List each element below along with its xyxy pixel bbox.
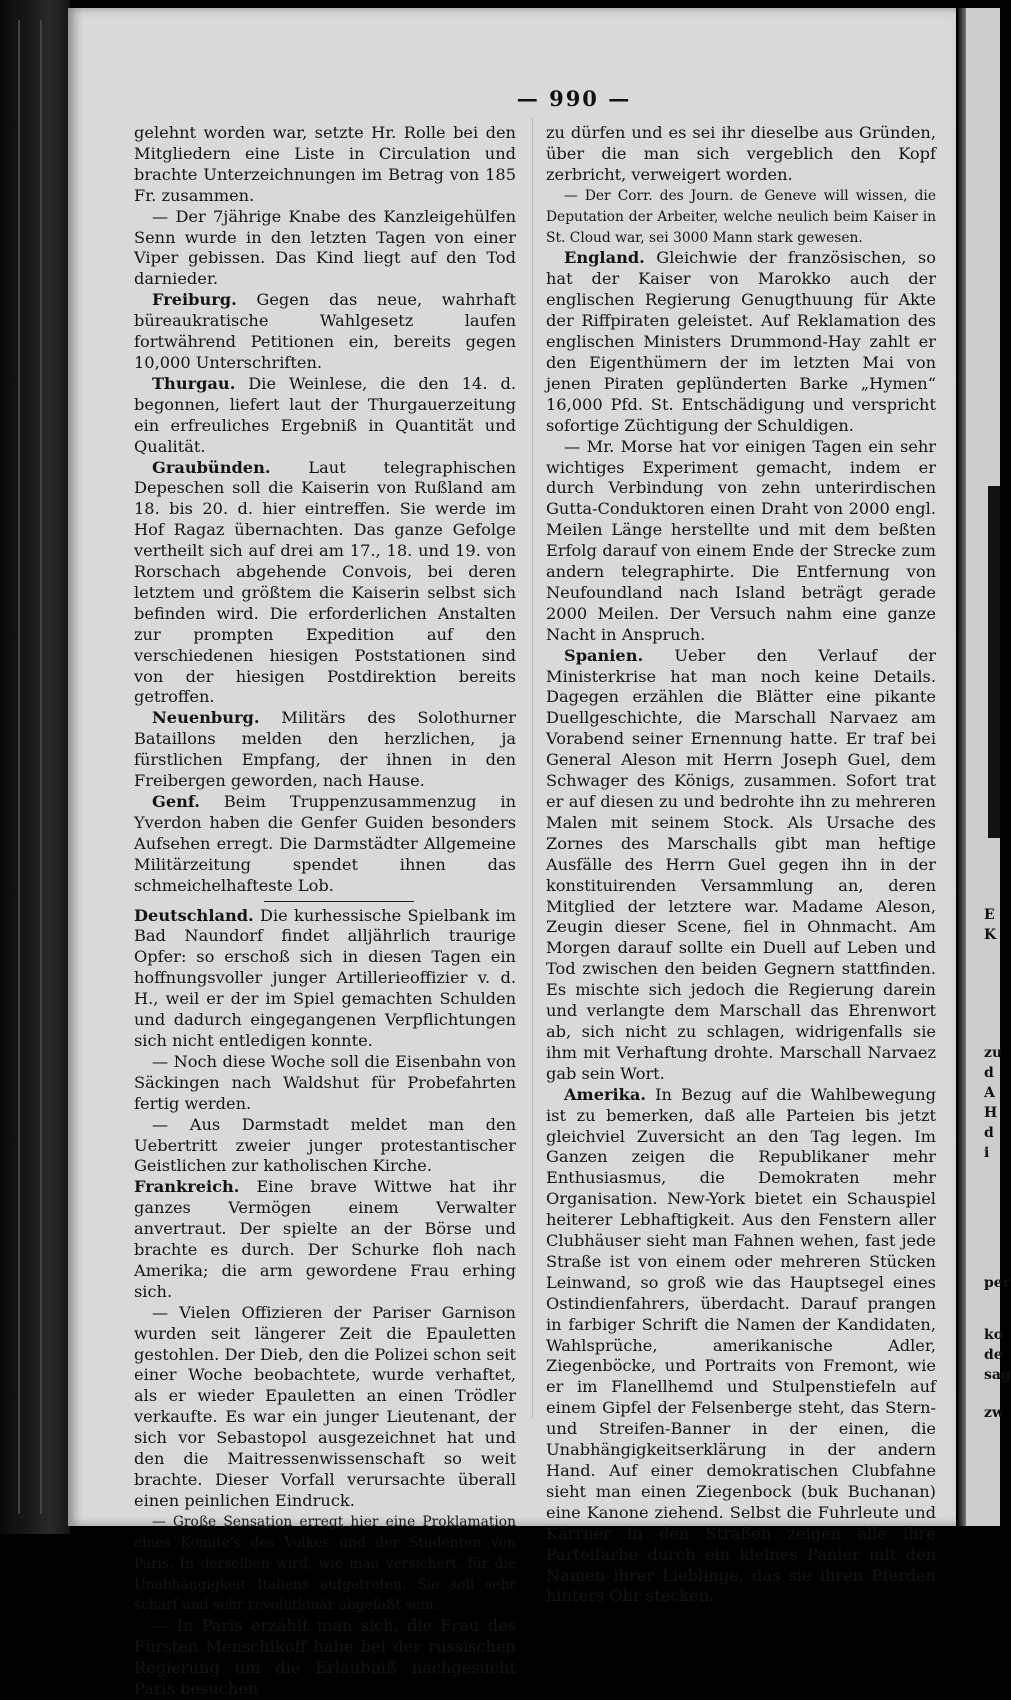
- adjacent-page-fragment: H: [984, 1105, 998, 1121]
- paragraph-text: In Bezug auf die Wahlbewegung ist zu bemerken, daß alle Parteien bis jetzt gleichviel Zuversicht an den Tag legen. Im Ganzen zeigen die Republikaner mehr Enthusiasmus, die Demokraten mehr Organisation. New-York bietet ein Schauspiel heiterer Lebhaftigkeit. Aus den Fenstern aller Clubhäuser sieht man Fahnen wehen, fast jede Straße ist von einem oder mehreren Stücken Leinwand, so groß wie das Hauptsegel eines Ostindienfahrers, überdacht. Darauf prangen in farbiger Schrift die Namen der Kandidaten, Wahlsprüche, amerikanische Adler, Ziegenböcke, und Portraits von Fremont, wie er im Flanellhemd und Stulpenstiefeln auf einem Gipfel der Felsenberge steht, das Stern- und Streifen-Banner in der einen, die Unabhängigkeitserklärung in der andern Hand. Auf einer demokratischen Clubfahne sieht man einen Ziegenbock (buk Buchanan) eine Kanone ziehend. Selbst die Fuhrleute und Kärrner in den Straßen zeigen alle ihre Parteifarbe durch ein kleines Panier mit den Namen ihrer Lieblinge, das sie ihren Pferden hinters Ohr stecken.: [546, 1084, 936, 1606]
- section-heading: Spanien.: [564, 645, 644, 665]
- left-column: [134, 123, 516, 1700]
- article-paragraph: [546, 123, 936, 186]
- adjacent-page-fragment: de: [984, 1347, 1003, 1363]
- section-heading: England.: [564, 248, 645, 268]
- adjacent-page-fragment: d: [984, 1125, 994, 1141]
- article-paragraph: [546, 186, 936, 249]
- section-heading: Freiburg.: [152, 290, 237, 310]
- book-edge-left: [0, 0, 70, 1534]
- adjacent-page-fragment: zw: [984, 1405, 1005, 1421]
- adjacent-page-fragment: A: [984, 1085, 995, 1101]
- paragraph-text: — Mr. Morse hat vor einigen Tagen ein sehr wichtiges Experiment gemacht, indem er durch Verbindung von zehn unterirdischen Gutta-Conduktoren einen Draht von 2000 engl. Meilen Länge herstellte und mit dem beßten Erfolg darauf von einem Ende der Strecke zum andern telegraphirte. Die Entfernung von Neufoundland nach Island beträgt gerade 2000 Meilen. Der Versuch nahm eine ganze Nacht in Anspruch.: [546, 436, 936, 644]
- article-paragraph: [546, 646, 936, 1085]
- article-paragraph: [546, 437, 936, 646]
- paragraph-text: gelehnt worden war, setzte Hr. Rolle bei den Mitgliedern eine Liste in Circulation und brachte Unterzeichnungen im Betrag von 185 Fr. zusammen.: [134, 123, 516, 205]
- article-paragraph: [134, 458, 516, 709]
- paragraph-text: Gleichwie der französischen, so hat der Kaiser von Marokko auch der englischen Regierung Genugthuung für Akte der Riffpiraten geleistet. Auf Reklamation des englischen Ministers Drummond-Hay zahlt er den Eigenthümern der im letzten Mai von jenen Piraten geplünderten Barke „Hymen“ 16,000 Pfd. St. Entschädigung und verspricht sofortige Züchtigung der Schuldigen.: [546, 248, 936, 435]
- adjacent-page-edge: [958, 8, 1011, 1526]
- paragraph-text: — Noch diese Woche soll die Eisenbahn von Säckingen nach Waldshut für Probefahrten fertig werden.: [134, 1051, 516, 1113]
- adjacent-page-fragment: per: [984, 1275, 1011, 1291]
- adjacent-page-fragment: E: [984, 907, 995, 923]
- paragraph-text: — Aus Darmstadt meldet man den Uebertritt zweier junger protestantischer Geistlichen zur katholischen Kirche.: [134, 1114, 516, 1176]
- newspaper-page: [68, 8, 956, 1699]
- article-paragraph: [134, 906, 516, 1052]
- article-paragraph: [134, 374, 516, 458]
- column-rule: [532, 118, 533, 1418]
- article-paragraph: [134, 1512, 516, 1617]
- article-paragraph: [134, 1303, 516, 1512]
- article-paragraph: [134, 1052, 516, 1115]
- article-paragraph: [134, 1177, 516, 1302]
- gutter-shadow: [958, 8, 966, 1526]
- paragraph-text: Die Weinlese, die den 14. d. begonnen, liefert laut der Thurgauerzeitung ein erfreuliches Ergebniß in Quantität und Qualität.: [134, 373, 516, 456]
- paragraph-text: — Vielen Offizieren der Pariser Garnison wurden seit längerer Zeit die Epauletten gestohlen. Der Dieb, den die Polizei schon seit einer Woche beobachtete, wurde verhaftet, als er wieder Epauletten an einen Trödler verkaufte. Es war ein junger Lieutenant, der sich vor Sebastopol ausgezeichnet hat und den die Maitressenwissenschaft so weit brachte. Dieser Vorfall verursachte überall einen peinlichen Eindruck.: [134, 1302, 516, 1510]
- paragraph-text: Eine brave Wittwe hat ihr ganzes Vermögen einem Verwalter anvertraut. Der spielte an der Börse und brachte es durch. Der Schurke floh nach Amerika; die arm gewordene Frau erhing sich.: [134, 1177, 516, 1301]
- adjacent-page-fragment: ko: [984, 1327, 1004, 1343]
- section-divider: [264, 901, 414, 902]
- adjacent-page-fragment: K: [984, 927, 997, 943]
- article-paragraph: [134, 1616, 516, 1700]
- paragraph-text: — Der 7jährige Knabe des Kanzleigehülfen Senn wurde in den letzten Tagen von einer Viper gebissen. Das Kind liegt auf den Tod darnieder.: [134, 206, 516, 289]
- section-heading: Frankreich.: [134, 1177, 240, 1197]
- adjacent-page-fragment: i: [984, 1145, 990, 1161]
- section-heading: Deutschland.: [134, 905, 254, 925]
- right-column: [546, 123, 936, 1607]
- paragraph-text: — Der Corr. des Journ. de Geneve will wissen, die Deputation der Arbeiter, welche neulich beim Kaiser in St. Cloud war, sei 3000 Mann stark gewesen.: [546, 187, 936, 246]
- article-paragraph: [134, 290, 516, 374]
- adjacent-page-fragment: sag: [984, 1367, 1011, 1383]
- section-heading: Thurgau.: [152, 373, 236, 393]
- article-paragraph: [546, 248, 936, 436]
- article-paragraph: [546, 1085, 936, 1608]
- paragraph-text: — In Paris erzählt man sich, die Frau des Fürsten Menschikoff habe bei der russischen Regierung um die Erlaubniß nachgesucht Paris besuchen: [134, 1616, 516, 1699]
- article-paragraph: [134, 792, 516, 897]
- article-paragraph: [134, 1115, 516, 1178]
- article-paragraph: [134, 207, 516, 291]
- paragraph-text: Die kurhessische Spielbank im Bad Naundorf findet alljährlich traurige Opfer: so erschoß sich in diesen Tagen ein hoffnungsvoller junger Artillerieoffizier v. d. H., weil er der im Spiel gemachten Schulden und dadurch eingegangenen Verpflichtungen sich nicht entledigen konnte.: [134, 905, 516, 1050]
- section-heading: Graubünden.: [152, 457, 271, 477]
- section-heading: Neuenburg.: [152, 708, 260, 728]
- paragraph-text: — Große Sensation erregt hier eine Proklamation eines Komite's des Volkes und der Studenten von Paris. In derselben wird, wie man versichert, für die Unabhängigkeit Italiens aufgetreten. Sie soll sehr scharf und sehr revolutionär abgefaßt sein.: [134, 1513, 516, 1614]
- paragraph-text: Laut telegraphischen Depeschen soll die Kaiserin von Rußland am 18. bis 20. d. hier eintreffen. Sie werde im Hof Ragaz übernachten. Das ganze Gefolge vertheilt sich auf drei am 17., 18. und 19. von Rorschach abgehende Convois, bei deren letztem und größtem die Kaiserin selbst sich befinden wird. Die erforderlichen Anstalten zur prompten Expedition auf den verschiedenen hiesigen Poststationen sind von der hiesigen Postdirektion bereits getroffen.: [134, 457, 516, 707]
- section-heading: Genf.: [152, 792, 200, 811]
- page-number: — 990 —: [516, 86, 632, 111]
- adjacent-page-fragment: d: [984, 1065, 994, 1081]
- paragraph-text: Beim Truppenzusammenzug in Yverdon haben die Genfer Guiden besonders Aufsehen erregt. Die Darmstädter Allgemeine Militärzeitung spendet ihnen das schmeichelhafteste Lob.: [134, 792, 516, 895]
- paragraph-text: Gegen das neue, wahrhaft büreaukratische Wahlgesetz laufen fortwährend Petitionen ein, bereits gegen 10,000 Unterschriften.: [134, 290, 516, 372]
- paragraph-text: Militärs des Solothurner Bataillons melden den herzlichen, ja fürstlichen Empfang, der ihnen in den Freibergen geworden, nach Hause.: [134, 708, 516, 791]
- article-paragraph: [134, 123, 516, 207]
- dark-margin: [988, 486, 1000, 838]
- adjacent-page-fragment: zu: [984, 1045, 1003, 1061]
- paragraph-text: zu dürfen und es sei ihr dieselbe aus Gründen, über die man sich vergeblich den Kopf zerbricht, verweigert worden.: [546, 123, 936, 184]
- article-paragraph: [134, 708, 516, 792]
- paragraph-text: Ueber den Verlauf der Ministerkrise hat man noch keine Details. Dagegen erzählen die Blätter eine pikante Duellgeschichte, die Marschall Narvaez am Vorabend seiner Ernennung hatte. Er traf bei General Aleson mit Herrn Joseph Guel, dem Schwager des Königs, zusammen. Sofort trat er auf diesen zu und bedrohte ihn zu mehreren Malen mit seinem Stock. Als Ursache des Zornes des Marschalls gibt man heftige Ausfälle des Herrn Guel gegen ihn in der konstituirenden Versammlung an, deren Mitglied der letztere war. Madame Aleson, Zeugin dieser Scene, fiel in Ohnmacht. Am Morgen darauf sollte ein Duell auf Leben und Tod zwischen den beiden Gegnern stattfinden. Es mischte sich jedoch die Regierung darein und verlangte dem Marschall das Ehrenwort ab, sich nicht zu schlagen, widrigenfalls sie ihm mit Verhaftung drohte. Marschall Narvaez gab sein Wort.: [546, 645, 936, 1083]
- section-heading: Amerika.: [564, 1084, 647, 1104]
